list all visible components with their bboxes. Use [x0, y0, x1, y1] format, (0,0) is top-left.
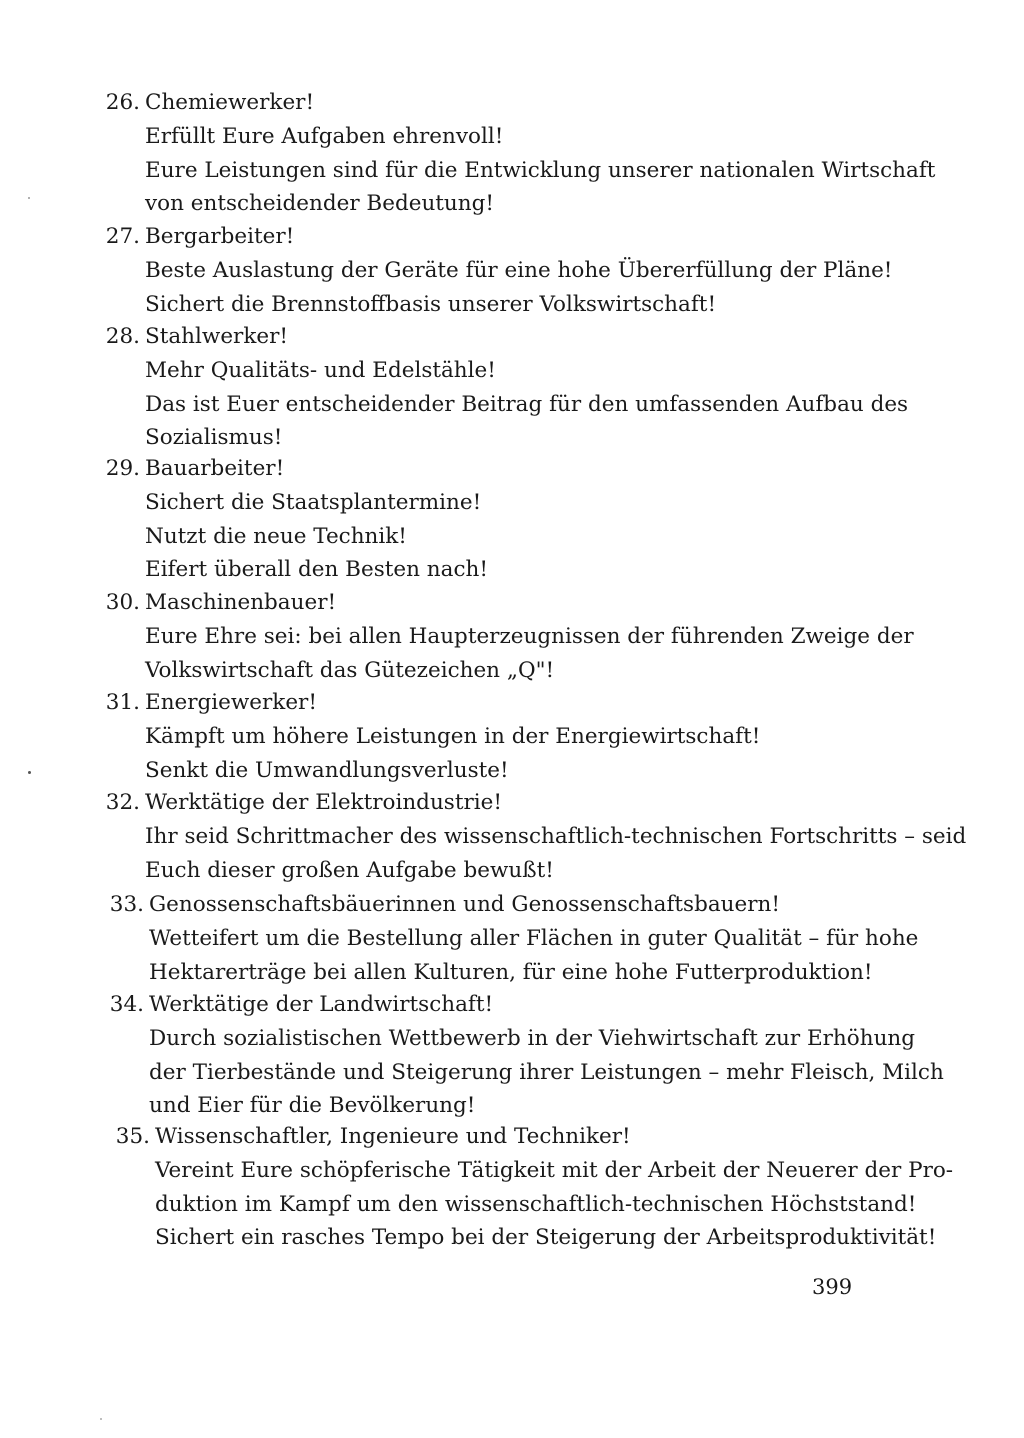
slogan-item-33: [108, 888, 919, 989]
slogan-line: und Eier für die Bevölkerung!: [149, 1093, 476, 1118]
slogan-line: Vereint Eure schöpferische Tätigkeit mit der Arbeit der Neuerer der Pro-: [155, 1158, 954, 1183]
slogan-title: Energiewerker!: [145, 690, 317, 715]
slogan-title: Stahlwerker!: [145, 324, 288, 349]
slogan-body: [145, 254, 893, 321]
slogan-heading: [104, 220, 884, 254]
slogan-heading: [104, 586, 884, 620]
slogan-number: 33.: [109, 892, 144, 917]
slogan-heading: [104, 320, 884, 354]
slogan-number: 34.: [109, 992, 144, 1017]
slogan-number: 30.: [105, 590, 140, 615]
slogan-line: Durch sozialistischen Wettbewerb in der Viehwirtschaft zur Erhöhung: [149, 1026, 916, 1051]
page-number: 399: [812, 1275, 853, 1299]
slogan-heading: [108, 988, 888, 1022]
slogan-item-34: [108, 988, 944, 1123]
slogan-heading: [104, 686, 884, 720]
slogan-number: 31.: [105, 690, 140, 715]
slogan-line: Eure Ehre sei: bei allen Haupterzeugnissen der führenden Zweige der: [145, 624, 914, 649]
slogan-line: Kämpft um höhere Leistungen in der Energiewirtschaft!: [145, 724, 761, 749]
slogan-body: [145, 120, 936, 221]
slogan-body: [145, 620, 914, 687]
slogan-body: [145, 486, 884, 587]
slogan-line: Sichert die Staatsplantermine!: [145, 490, 482, 515]
slogan-title: Bauarbeiter!: [145, 456, 285, 481]
slogan-line: Hektarerträge bei allen Kulturen, für eine hohe Futterproduktion!: [149, 959, 873, 985]
slogan-line: Sozialismus!: [145, 425, 283, 450]
slogan-title: Werktätige der Landwirtschaft!: [149, 992, 494, 1017]
slogan-body: [145, 354, 909, 455]
slogan-title: Bergarbeiter!: [145, 224, 295, 249]
scan-speck: [100, 1418, 102, 1420]
slogan-heading: [104, 452, 884, 486]
slogan-body: [155, 1154, 954, 1255]
slogan-body: [149, 1022, 944, 1123]
slogan-item-31: [104, 686, 884, 787]
slogan-line: Eure Leistungen sind für die Entwicklung unserer nationalen Wirtschaft: [145, 157, 936, 183]
scan-speck: [28, 771, 31, 774]
slogan-line: Eifert überall den Besten nach!: [145, 557, 488, 582]
slogan-title: Werktätige der Elektroindustrie!: [145, 790, 502, 815]
slogan-number: 26.: [105, 90, 140, 115]
slogan-heading: [108, 888, 888, 922]
slogan-line: Mehr Qualitäts- und Edelstähle!: [145, 358, 496, 383]
slogan-line: Sichert ein rasches Tempo bei der Steigerung der Arbeitsproduktivität!: [155, 1225, 937, 1250]
slogan-line: Erfüllt Eure Aufgaben ehrenvoll!: [145, 124, 504, 149]
slogan-title: Genossenschaftsbäuerinnen und Genossenschaftsbauern!: [149, 892, 781, 917]
slogan-line: Senkt die Umwandlungsverluste!: [145, 757, 509, 783]
slogan-number: 32.: [105, 790, 140, 815]
slogan-line: Nutzt die neue Technik!: [145, 523, 407, 549]
slogan-title: Wissenschaftler, Ingenieure und Techniker!: [155, 1124, 631, 1149]
slogan-body: [145, 720, 884, 787]
slogan-number: 27.: [105, 224, 140, 249]
slogan-line: Wetteifert um die Bestellung aller Flächen in guter Qualität – für hohe: [149, 926, 919, 951]
slogan-line: Das ist Euer entscheidender Beitrag für den umfassenden Aufbau des: [145, 391, 909, 417]
slogan-body: [145, 820, 967, 887]
slogan-heading: [104, 786, 884, 820]
slogan-line: Beste Auslastung der Geräte für eine hohe Übererfüllung der Pläne!: [145, 258, 893, 283]
slogan-number: 35.: [115, 1124, 150, 1149]
slogan-item-27: [104, 220, 893, 321]
slogan-item-30: [104, 586, 914, 687]
scan-speck: [28, 197, 30, 199]
slogan-line: der Tierbestände und Steigerung ihrer Leistungen – mehr Fleisch, Milch: [149, 1059, 944, 1085]
slogan-item-28: [104, 320, 909, 455]
slogan-title: Chemiewerker!: [145, 90, 315, 115]
slogan-number: 29.: [105, 456, 140, 481]
slogan-line: duktion im Kampf um den wissenschaftlich-technischen Höchststand!: [155, 1191, 917, 1217]
slogan-item-26: [104, 86, 936, 221]
slogan-line: Volkswirtschaft das Gütezeichen „Q"!: [145, 657, 555, 683]
slogan-number: 28.: [105, 324, 140, 349]
slogan-line: Euch dieser großen Aufgabe bewußt!: [145, 857, 554, 883]
slogan-item-32: [104, 786, 967, 887]
slogan-title: Maschinenbauer!: [145, 590, 337, 615]
slogan-heading: [104, 86, 884, 120]
slogan-body: [149, 922, 919, 989]
slogan-line: Sichert die Brennstoffbasis unserer Volkswirtschaft!: [145, 291, 717, 317]
slogan-item-29: [104, 452, 884, 587]
slogan-line: Ihr seid Schrittmacher des wissenschaftlich-technischen Fortschritts – seid: [145, 824, 967, 849]
slogan-item-35: [114, 1120, 954, 1255]
slogan-line: von entscheidender Bedeutung!: [145, 191, 495, 216]
slogan-heading: [114, 1120, 894, 1154]
